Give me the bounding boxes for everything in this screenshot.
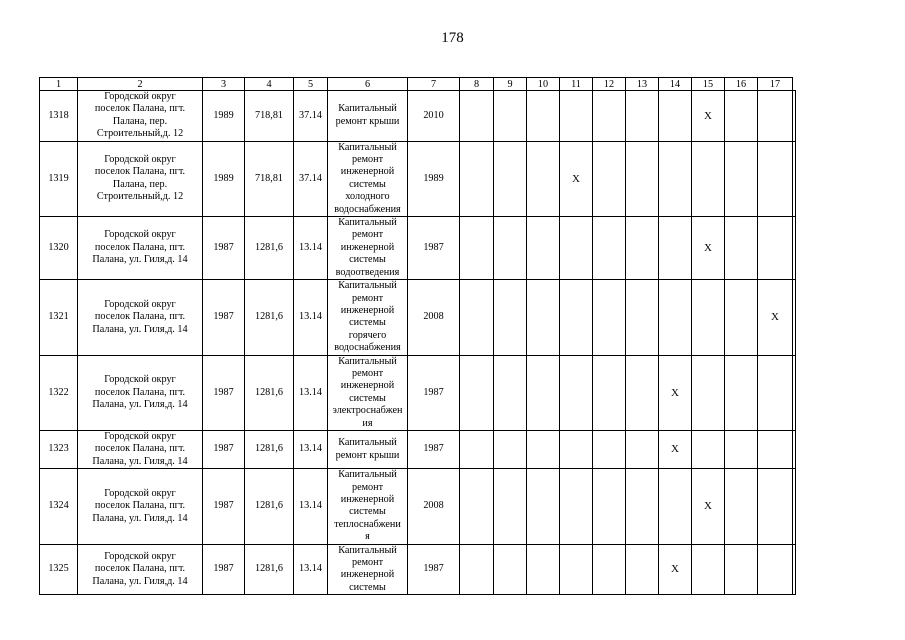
- mark-cell: X: [659, 544, 692, 595]
- mark-cell: [659, 91, 692, 142]
- mark-cell: [593, 469, 626, 544]
- header-row: [40, 78, 796, 91]
- area-cell: 718,81: [245, 141, 294, 216]
- mark-cell: [692, 430, 725, 468]
- mark-cell: [758, 91, 793, 142]
- mark-cell: [758, 469, 793, 544]
- address-cell: Городской округ поселок Палана, пгт. Палана, ул. Гиля,д. 14: [78, 280, 203, 355]
- mark-cell: [793, 544, 796, 595]
- mark-cell: [626, 217, 659, 280]
- work-year-cell: 1989: [408, 141, 460, 216]
- column-header: 12: [593, 78, 626, 91]
- share-cell: 13.14: [294, 355, 328, 430]
- mark-cell: [626, 355, 659, 430]
- column-header: 4: [245, 78, 294, 91]
- mark-cell: [560, 217, 593, 280]
- mark-cell: [758, 430, 793, 468]
- mark-cell: [560, 91, 593, 142]
- mark-cell: [560, 280, 593, 355]
- mark-cell: [793, 91, 796, 142]
- mark-cell: [460, 355, 494, 430]
- mark-cell: [626, 280, 659, 355]
- mark-cell: [460, 430, 494, 468]
- work-year-cell: 1987: [408, 355, 460, 430]
- mark-cell: [494, 91, 527, 142]
- mark-cell: [494, 355, 527, 430]
- mark-cell: [527, 141, 560, 216]
- mark-cell: [494, 141, 527, 216]
- share-cell: 13.14: [294, 217, 328, 280]
- row-number: 1321: [40, 280, 78, 355]
- table-row: [40, 469, 796, 544]
- mark-cell: [725, 469, 758, 544]
- work-type-cell: Капитальный ремонт инженерной системы водоотведения: [328, 217, 408, 280]
- table-row: [40, 430, 796, 468]
- mark-cell: [692, 141, 725, 216]
- address-cell: Городской округ поселок Палана, пгт. Палана, ул. Гиля,д. 14: [78, 469, 203, 544]
- address-cell: Городской округ поселок Палана, пгт. Палана, ул. Гиля,д. 14: [78, 430, 203, 468]
- address-cell: Городской округ поселок Палана, пгт. Палана, пер. Строительный,д. 12: [78, 141, 203, 216]
- mark-cell: [725, 217, 758, 280]
- mark-cell: [659, 280, 692, 355]
- row-number: 1319: [40, 141, 78, 216]
- mark-cell: [659, 141, 692, 216]
- mark-cell: [626, 91, 659, 142]
- area-cell: 1281,6: [245, 217, 294, 280]
- area-cell: 1281,6: [245, 430, 294, 468]
- mark-cell: X: [692, 217, 725, 280]
- area-cell: 718,81: [245, 91, 294, 142]
- address-cell: Городской округ поселок Палана, пгт. Палана, ул. Гиля,д. 14: [78, 544, 203, 595]
- work-year-cell: 1987: [408, 430, 460, 468]
- column-header: 1: [40, 78, 78, 91]
- mark-cell: [460, 141, 494, 216]
- mark-cell: [494, 217, 527, 280]
- mark-cell: [725, 430, 758, 468]
- build-year-cell: 1987: [203, 355, 245, 430]
- mark-cell: [626, 469, 659, 544]
- work-year-cell: 1987: [408, 544, 460, 595]
- work-year-cell: 2010: [408, 91, 460, 142]
- work-type-cell: Капитальный ремонт инженерной системы горячего водоснабжения: [328, 280, 408, 355]
- mark-cell: [527, 355, 560, 430]
- build-year-cell: 1989: [203, 91, 245, 142]
- mark-cell: [494, 280, 527, 355]
- row-number: 1323: [40, 430, 78, 468]
- share-cell: 37.14: [294, 91, 328, 142]
- mark-cell: [692, 280, 725, 355]
- mark-cell: [593, 141, 626, 216]
- mark-cell: [692, 544, 725, 595]
- repair-register-table: [39, 77, 796, 595]
- work-type-cell: Капитальный ремонт инженерной системы электроснабжен ия: [328, 355, 408, 430]
- address-cell: Городской округ поселок Палана, пгт. Палана, ул. Гиля,д. 14: [78, 217, 203, 280]
- table-row: [40, 280, 796, 355]
- mark-cell: [793, 217, 796, 280]
- work-type-cell: Капитальный ремонт инженерной системы холодного водоснабжения: [328, 141, 408, 216]
- table-row: [40, 91, 796, 142]
- build-year-cell: 1987: [203, 469, 245, 544]
- mark-cell: [527, 217, 560, 280]
- work-year-cell: 2008: [408, 469, 460, 544]
- address-cell: Городской округ поселок Палана, пгт. Палана, ул. Гиля,д. 14: [78, 355, 203, 430]
- column-header: 5: [294, 78, 328, 91]
- build-year-cell: 1987: [203, 544, 245, 595]
- work-type-cell: Капитальный ремонт инженерной системы: [328, 544, 408, 595]
- column-header: 17: [758, 78, 793, 91]
- mark-cell: [494, 544, 527, 595]
- mark-cell: [460, 280, 494, 355]
- mark-cell: [725, 544, 758, 595]
- column-header: 2: [78, 78, 203, 91]
- area-cell: 1281,6: [245, 544, 294, 595]
- table-row: [40, 217, 796, 280]
- share-cell: 13.14: [294, 430, 328, 468]
- column-header: 8: [460, 78, 494, 91]
- mark-cell: [793, 280, 796, 355]
- build-year-cell: 1987: [203, 430, 245, 468]
- column-header: 13: [626, 78, 659, 91]
- work-type-cell: Капитальный ремонт крыши: [328, 430, 408, 468]
- mark-cell: [725, 141, 758, 216]
- column-header: 10: [527, 78, 560, 91]
- row-number: 1320: [40, 217, 78, 280]
- column-header: 11: [560, 78, 593, 91]
- build-year-cell: 1987: [203, 217, 245, 280]
- column-header: 15: [692, 78, 725, 91]
- mark-cell: [527, 544, 560, 595]
- column-header: 6: [328, 78, 408, 91]
- work-year-cell: 2008: [408, 280, 460, 355]
- table-row: [40, 544, 796, 595]
- mark-cell: [560, 355, 593, 430]
- mark-cell: [659, 469, 692, 544]
- mark-cell: [527, 430, 560, 468]
- mark-cell: [725, 280, 758, 355]
- mark-cell: [460, 469, 494, 544]
- mark-cell: [793, 355, 796, 430]
- mark-cell: [460, 217, 494, 280]
- mark-cell: [593, 280, 626, 355]
- share-cell: 13.14: [294, 469, 328, 544]
- mark-cell: [793, 469, 796, 544]
- table-row: [40, 355, 796, 430]
- mark-cell: [659, 217, 692, 280]
- area-cell: 1281,6: [245, 280, 294, 355]
- work-type-cell: Капитальный ремонт инженерной системы теплоснабжени я: [328, 469, 408, 544]
- page-number: 178: [441, 30, 464, 46]
- mark-cell: [560, 430, 593, 468]
- mark-cell: [758, 355, 793, 430]
- share-cell: 13.14: [294, 280, 328, 355]
- table-row: [40, 141, 796, 216]
- column-header: 7: [408, 78, 460, 91]
- share-cell: 37.14: [294, 141, 328, 216]
- mark-cell: [460, 544, 494, 595]
- address-cell: Городской округ поселок Палана, пгт. Палана, пер. Строительный,д. 12: [78, 91, 203, 142]
- mark-cell: X: [758, 280, 793, 355]
- column-header: 9: [494, 78, 527, 91]
- work-year-cell: 1987: [408, 217, 460, 280]
- mark-cell: [494, 469, 527, 544]
- mark-cell: [793, 141, 796, 216]
- mark-cell: [593, 217, 626, 280]
- build-year-cell: 1989: [203, 141, 245, 216]
- mark-cell: [758, 141, 793, 216]
- share-cell: 13.14: [294, 544, 328, 595]
- mark-cell: X: [692, 91, 725, 142]
- row-number: 1324: [40, 469, 78, 544]
- area-cell: 1281,6: [245, 469, 294, 544]
- mark-cell: [692, 355, 725, 430]
- mark-cell: [527, 91, 560, 142]
- mark-cell: X: [560, 141, 593, 216]
- column-header: 3: [203, 78, 245, 91]
- mark-cell: [793, 430, 796, 468]
- mark-cell: [593, 355, 626, 430]
- mark-cell: [527, 469, 560, 544]
- mark-cell: X: [659, 430, 692, 468]
- mark-cell: [758, 217, 793, 280]
- mark-cell: [460, 91, 494, 142]
- mark-cell: [593, 91, 626, 142]
- mark-cell: [494, 430, 527, 468]
- mark-cell: [527, 280, 560, 355]
- work-type-cell: Капитальный ремонт крыши: [328, 91, 408, 142]
- mark-cell: [560, 469, 593, 544]
- mark-cell: X: [692, 469, 725, 544]
- area-cell: 1281,6: [245, 355, 294, 430]
- column-header: 16: [725, 78, 758, 91]
- mark-cell: [725, 91, 758, 142]
- mark-cell: [725, 355, 758, 430]
- mark-cell: [560, 544, 593, 595]
- column-header: 14: [659, 78, 692, 91]
- mark-cell: [758, 544, 793, 595]
- mark-cell: [593, 430, 626, 468]
- mark-cell: [626, 430, 659, 468]
- row-number: 1318: [40, 91, 78, 142]
- build-year-cell: 1987: [203, 280, 245, 355]
- row-number: 1325: [40, 544, 78, 595]
- row-number: 1322: [40, 355, 78, 430]
- mark-cell: [593, 544, 626, 595]
- mark-cell: X: [659, 355, 692, 430]
- mark-cell: [626, 544, 659, 595]
- mark-cell: [626, 141, 659, 216]
